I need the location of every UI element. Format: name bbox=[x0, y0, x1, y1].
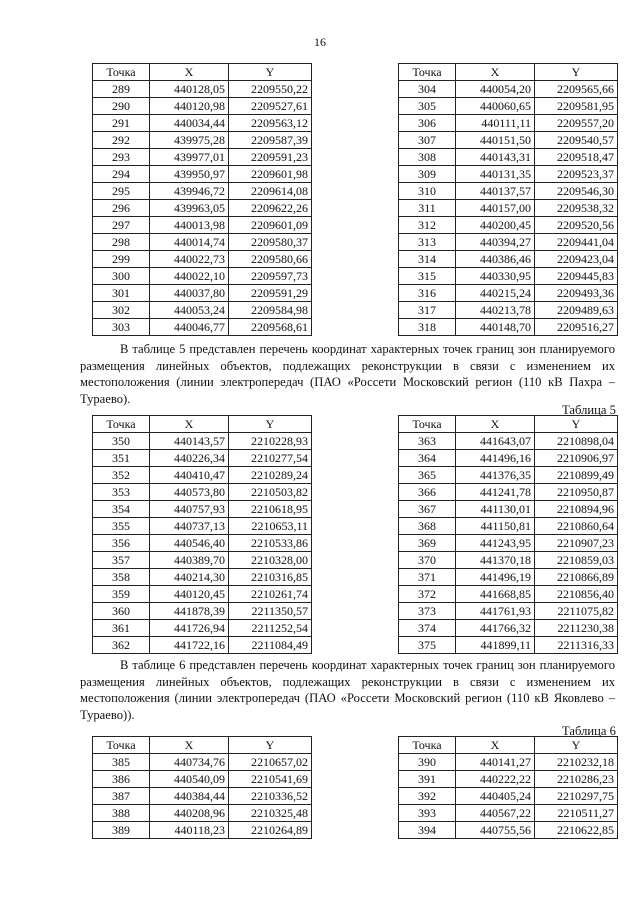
x-cell: 440330,95 bbox=[456, 268, 535, 285]
point-cell: 312 bbox=[399, 217, 456, 234]
x-cell: 441496,19 bbox=[456, 569, 535, 586]
point-cell: 317 bbox=[399, 302, 456, 319]
x-cell: 440131,35 bbox=[456, 166, 535, 183]
column-header-point: Точка bbox=[93, 737, 150, 754]
x-cell: 440128,05 bbox=[150, 81, 229, 98]
y-cell: 2210264,89 bbox=[229, 822, 312, 839]
y-cell: 2209584,98 bbox=[229, 302, 312, 319]
x-cell: 440151,50 bbox=[456, 132, 535, 149]
y-cell: 2209538,32 bbox=[535, 200, 618, 217]
x-cell: 441878,39 bbox=[150, 603, 229, 620]
table-row bbox=[93, 467, 312, 484]
y-cell: 2210289,24 bbox=[229, 467, 312, 484]
x-cell: 440143,57 bbox=[150, 433, 229, 450]
table-row bbox=[399, 268, 618, 285]
table-header-row bbox=[93, 737, 312, 754]
table-header-row bbox=[93, 416, 312, 433]
point-cell: 367 bbox=[399, 501, 456, 518]
x-cell: 440120,45 bbox=[150, 586, 229, 603]
x-cell: 440143,31 bbox=[456, 149, 535, 166]
table-row bbox=[93, 501, 312, 518]
x-cell: 440757,93 bbox=[150, 501, 229, 518]
point-cell: 385 bbox=[93, 754, 150, 771]
column-header-x: X bbox=[456, 416, 535, 433]
point-cell: 355 bbox=[93, 518, 150, 535]
x-cell: 440540,09 bbox=[150, 771, 229, 788]
point-cell: 388 bbox=[93, 805, 150, 822]
table-header-row bbox=[399, 416, 618, 433]
y-cell: 2210232,18 bbox=[535, 754, 618, 771]
point-cell: 386 bbox=[93, 771, 150, 788]
x-cell: 440737,13 bbox=[150, 518, 229, 535]
y-cell: 2209546,30 bbox=[535, 183, 618, 200]
y-cell: 2209527,61 bbox=[229, 98, 312, 115]
table-row bbox=[399, 552, 618, 569]
table-row bbox=[93, 200, 312, 217]
table-row bbox=[399, 183, 618, 200]
column-header-point: Точка bbox=[93, 64, 150, 81]
y-cell: 2210325,48 bbox=[229, 805, 312, 822]
x-cell: 440054,20 bbox=[456, 81, 535, 98]
x-cell: 440222,22 bbox=[456, 771, 535, 788]
y-cell: 2210950,87 bbox=[535, 484, 618, 501]
table-row bbox=[399, 484, 618, 501]
x-cell: 440053,24 bbox=[150, 302, 229, 319]
y-cell: 2210653,11 bbox=[229, 518, 312, 535]
table-row bbox=[93, 754, 312, 771]
table-row bbox=[399, 771, 618, 788]
y-cell: 2209601,09 bbox=[229, 217, 312, 234]
column-header-x: X bbox=[456, 64, 535, 81]
table-row bbox=[93, 166, 312, 183]
x-cell: 440389,70 bbox=[150, 552, 229, 569]
x-cell: 440111,11 bbox=[456, 115, 535, 132]
x-cell: 441243,95 bbox=[456, 535, 535, 552]
point-cell: 350 bbox=[93, 433, 150, 450]
table-row bbox=[93, 603, 312, 620]
y-cell: 2209445,83 bbox=[535, 268, 618, 285]
table-row bbox=[93, 450, 312, 467]
x-cell: 440546,40 bbox=[150, 535, 229, 552]
x-cell: 441643,07 bbox=[456, 433, 535, 450]
x-cell: 441241,78 bbox=[456, 484, 535, 501]
y-cell: 2209601,98 bbox=[229, 166, 312, 183]
point-cell: 392 bbox=[399, 788, 456, 805]
point-cell: 302 bbox=[93, 302, 150, 319]
column-header-point: Точка bbox=[399, 416, 456, 433]
table-row bbox=[399, 149, 618, 166]
point-cell: 307 bbox=[399, 132, 456, 149]
column-header-x: X bbox=[150, 64, 229, 81]
x-cell: 440060,65 bbox=[456, 98, 535, 115]
table-row bbox=[399, 234, 618, 251]
point-cell: 309 bbox=[399, 166, 456, 183]
y-cell: 2210503,82 bbox=[229, 484, 312, 501]
table-row bbox=[399, 467, 618, 484]
table-row bbox=[399, 433, 618, 450]
point-cell: 375 bbox=[399, 637, 456, 654]
table-row bbox=[93, 81, 312, 98]
table-header-row bbox=[93, 64, 312, 81]
point-cell: 301 bbox=[93, 285, 150, 302]
y-cell: 2209563,12 bbox=[229, 115, 312, 132]
y-cell: 2210866,89 bbox=[535, 569, 618, 586]
point-cell: 318 bbox=[399, 319, 456, 336]
y-cell: 2209591,23 bbox=[229, 149, 312, 166]
y-cell: 2210328,00 bbox=[229, 552, 312, 569]
x-cell: 440022,73 bbox=[150, 251, 229, 268]
table-row bbox=[93, 620, 312, 637]
y-cell: 2211316,33 bbox=[535, 637, 618, 654]
x-cell: 441150,81 bbox=[456, 518, 535, 535]
x-cell: 440157,00 bbox=[456, 200, 535, 217]
column-header-y: Y bbox=[535, 64, 618, 81]
point-cell: 358 bbox=[93, 569, 150, 586]
table-row bbox=[399, 200, 618, 217]
table-row bbox=[93, 518, 312, 535]
page-number: 16 bbox=[314, 35, 326, 49]
point-cell: 364 bbox=[399, 450, 456, 467]
table-row bbox=[399, 319, 618, 336]
table-header-row bbox=[399, 737, 618, 754]
y-cell: 2209580,37 bbox=[229, 234, 312, 251]
coordinates-table-5-right bbox=[398, 415, 618, 654]
column-header-x: X bbox=[456, 737, 535, 754]
point-cell: 366 bbox=[399, 484, 456, 501]
point-cell: 292 bbox=[93, 132, 150, 149]
x-cell: 440013,98 bbox=[150, 217, 229, 234]
y-cell: 2210657,02 bbox=[229, 754, 312, 771]
x-cell: 441496,16 bbox=[456, 450, 535, 467]
point-cell: 363 bbox=[399, 433, 456, 450]
table-row bbox=[399, 620, 618, 637]
x-cell: 440034,44 bbox=[150, 115, 229, 132]
x-cell: 440386,46 bbox=[456, 251, 535, 268]
point-cell: 298 bbox=[93, 234, 150, 251]
coordinates-table-6-right bbox=[398, 736, 618, 839]
point-cell: 300 bbox=[93, 268, 150, 285]
x-cell: 440046,77 bbox=[150, 319, 229, 336]
y-cell: 2209520,56 bbox=[535, 217, 618, 234]
y-cell: 2210906,97 bbox=[535, 450, 618, 467]
point-cell: 365 bbox=[399, 467, 456, 484]
x-cell: 440118,23 bbox=[150, 822, 229, 839]
x-cell: 440200,45 bbox=[456, 217, 535, 234]
point-cell: 315 bbox=[399, 268, 456, 285]
y-cell: 2209423,04 bbox=[535, 251, 618, 268]
point-cell: 291 bbox=[93, 115, 150, 132]
point-cell: 389 bbox=[93, 822, 150, 839]
table-row bbox=[93, 569, 312, 586]
x-cell: 440394,27 bbox=[456, 234, 535, 251]
point-cell: 316 bbox=[399, 285, 456, 302]
y-cell: 2209540,57 bbox=[535, 132, 618, 149]
y-cell: 2209597,73 bbox=[229, 268, 312, 285]
table-header-row bbox=[399, 64, 618, 81]
point-cell: 356 bbox=[93, 535, 150, 552]
y-cell: 2210618,95 bbox=[229, 501, 312, 518]
coordinates-table-5-left bbox=[92, 415, 312, 654]
column-header-y: Y bbox=[229, 737, 312, 754]
coordinates-table-6-left bbox=[92, 736, 312, 839]
column-header-y: Y bbox=[535, 737, 618, 754]
x-cell: 439950,97 bbox=[150, 166, 229, 183]
point-cell: 290 bbox=[93, 98, 150, 115]
x-cell: 440226,34 bbox=[150, 450, 229, 467]
table-row bbox=[399, 822, 618, 839]
point-cell: 299 bbox=[93, 251, 150, 268]
y-cell: 2209581,95 bbox=[535, 98, 618, 115]
y-cell: 2210859,03 bbox=[535, 552, 618, 569]
y-cell: 2210511,27 bbox=[535, 805, 618, 822]
y-cell: 2210856,40 bbox=[535, 586, 618, 603]
table-row bbox=[399, 217, 618, 234]
y-cell: 2209614,08 bbox=[229, 183, 312, 200]
y-cell: 2210228,93 bbox=[229, 433, 312, 450]
point-cell: 359 bbox=[93, 586, 150, 603]
column-header-y: Y bbox=[229, 416, 312, 433]
table-row bbox=[399, 115, 618, 132]
x-cell: 439977,01 bbox=[150, 149, 229, 166]
y-cell: 2210541,69 bbox=[229, 771, 312, 788]
point-cell: 394 bbox=[399, 822, 456, 839]
column-header-y: Y bbox=[535, 416, 618, 433]
x-cell: 440137,57 bbox=[456, 183, 535, 200]
table-row bbox=[399, 586, 618, 603]
table-row bbox=[399, 637, 618, 654]
column-header-point: Точка bbox=[93, 416, 150, 433]
point-cell: 297 bbox=[93, 217, 150, 234]
y-cell: 2210297,75 bbox=[535, 788, 618, 805]
y-cell: 2210860,64 bbox=[535, 518, 618, 535]
x-cell: 440213,78 bbox=[456, 302, 535, 319]
table-row bbox=[399, 788, 618, 805]
point-cell: 351 bbox=[93, 450, 150, 467]
point-cell: 304 bbox=[399, 81, 456, 98]
column-header-x: X bbox=[150, 737, 229, 754]
table-row bbox=[93, 302, 312, 319]
x-cell: 440208,96 bbox=[150, 805, 229, 822]
x-cell: 441722,16 bbox=[150, 637, 229, 654]
table-row bbox=[399, 518, 618, 535]
point-cell: 393 bbox=[399, 805, 456, 822]
table-row bbox=[93, 217, 312, 234]
x-cell: 440141,27 bbox=[456, 754, 535, 771]
y-cell: 2209550,22 bbox=[229, 81, 312, 98]
y-cell: 2210894,96 bbox=[535, 501, 618, 518]
y-cell: 2211230,38 bbox=[535, 620, 618, 637]
y-cell: 2209587,39 bbox=[229, 132, 312, 149]
table-row bbox=[93, 586, 312, 603]
point-cell: 368 bbox=[399, 518, 456, 535]
x-cell: 440567,22 bbox=[456, 805, 535, 822]
point-cell: 362 bbox=[93, 637, 150, 654]
x-cell: 440214,30 bbox=[150, 569, 229, 586]
point-cell: 352 bbox=[93, 467, 150, 484]
table-row bbox=[93, 98, 312, 115]
point-cell: 360 bbox=[93, 603, 150, 620]
x-cell: 441766,32 bbox=[456, 620, 535, 637]
table-row bbox=[93, 319, 312, 336]
table-row bbox=[399, 285, 618, 302]
y-cell: 2209580,66 bbox=[229, 251, 312, 268]
y-cell: 2210898,04 bbox=[535, 433, 618, 450]
y-cell: 2209518,47 bbox=[535, 149, 618, 166]
x-cell: 440755,56 bbox=[456, 822, 535, 839]
point-cell: 390 bbox=[399, 754, 456, 771]
y-cell: 2210622,85 bbox=[535, 822, 618, 839]
point-cell: 308 bbox=[399, 149, 456, 166]
table-row bbox=[399, 166, 618, 183]
table-row bbox=[93, 234, 312, 251]
y-cell: 2210286,23 bbox=[535, 771, 618, 788]
table-row bbox=[93, 132, 312, 149]
point-cell: 306 bbox=[399, 115, 456, 132]
table-row bbox=[93, 115, 312, 132]
x-cell: 441376,35 bbox=[456, 467, 535, 484]
x-cell: 441726,94 bbox=[150, 620, 229, 637]
point-cell: 311 bbox=[399, 200, 456, 217]
point-cell: 387 bbox=[93, 788, 150, 805]
paragraph-table-6-intro: В таблице 6 представлен перечень координат характерных точек границ зон планируемого размещения линейных объектов, подлежащих реконструкции в связи с изменением их местоположения (линии электропередач (ПАО «Россети Московский регион (110 кВ Яковлево – Тураево)). bbox=[80, 658, 615, 722]
table-row bbox=[399, 450, 618, 467]
point-cell: 357 bbox=[93, 552, 150, 569]
caption-table-6: Таблица 6 bbox=[562, 724, 616, 738]
y-cell: 2209591,29 bbox=[229, 285, 312, 302]
table-row bbox=[399, 754, 618, 771]
point-cell: 296 bbox=[93, 200, 150, 217]
table-row bbox=[93, 268, 312, 285]
x-cell: 440405,24 bbox=[456, 788, 535, 805]
x-cell: 441370,18 bbox=[456, 552, 535, 569]
table-row bbox=[93, 251, 312, 268]
point-cell: 294 bbox=[93, 166, 150, 183]
y-cell: 2209622,26 bbox=[229, 200, 312, 217]
table-row bbox=[93, 285, 312, 302]
column-header-x: X bbox=[150, 416, 229, 433]
table-row bbox=[399, 569, 618, 586]
table-row bbox=[399, 535, 618, 552]
y-cell: 2209493,36 bbox=[535, 285, 618, 302]
y-cell: 2209557,20 bbox=[535, 115, 618, 132]
x-cell: 440022,10 bbox=[150, 268, 229, 285]
x-cell: 440410,47 bbox=[150, 467, 229, 484]
point-cell: 303 bbox=[93, 319, 150, 336]
table-row bbox=[93, 805, 312, 822]
point-cell: 305 bbox=[399, 98, 456, 115]
table-row bbox=[399, 98, 618, 115]
y-cell: 2210907,23 bbox=[535, 535, 618, 552]
table-row bbox=[93, 771, 312, 788]
column-header-point: Точка bbox=[399, 737, 456, 754]
point-cell: 373 bbox=[399, 603, 456, 620]
y-cell: 2210316,85 bbox=[229, 569, 312, 586]
table-row bbox=[93, 552, 312, 569]
table-row bbox=[93, 484, 312, 501]
coordinates-table-4-right bbox=[398, 63, 618, 336]
table-row bbox=[399, 132, 618, 149]
x-cell: 440384,44 bbox=[150, 788, 229, 805]
caption-table-5: Таблица 5 bbox=[562, 403, 616, 417]
y-cell: 2211350,57 bbox=[229, 603, 312, 620]
column-header-y: Y bbox=[229, 64, 312, 81]
y-cell: 2210533,86 bbox=[229, 535, 312, 552]
x-cell: 440148,70 bbox=[456, 319, 535, 336]
x-cell: 439946,72 bbox=[150, 183, 229, 200]
table-row bbox=[93, 822, 312, 839]
table-row bbox=[399, 603, 618, 620]
table-row bbox=[93, 433, 312, 450]
y-cell: 2210261,74 bbox=[229, 586, 312, 603]
y-cell: 2209489,63 bbox=[535, 302, 618, 319]
point-cell: 374 bbox=[399, 620, 456, 637]
point-cell: 353 bbox=[93, 484, 150, 501]
point-cell: 372 bbox=[399, 586, 456, 603]
x-cell: 439963,05 bbox=[150, 200, 229, 217]
point-cell: 314 bbox=[399, 251, 456, 268]
y-cell: 2210899,49 bbox=[535, 467, 618, 484]
x-cell: 440037,80 bbox=[150, 285, 229, 302]
point-cell: 361 bbox=[93, 620, 150, 637]
y-cell: 2210277,54 bbox=[229, 450, 312, 467]
x-cell: 440215,24 bbox=[456, 285, 535, 302]
y-cell: 2209523,37 bbox=[535, 166, 618, 183]
table-row bbox=[93, 637, 312, 654]
point-cell: 369 bbox=[399, 535, 456, 552]
point-cell: 289 bbox=[93, 81, 150, 98]
x-cell: 440573,80 bbox=[150, 484, 229, 501]
point-cell: 391 bbox=[399, 771, 456, 788]
table-row bbox=[399, 805, 618, 822]
point-cell: 310 bbox=[399, 183, 456, 200]
point-cell: 370 bbox=[399, 552, 456, 569]
y-cell: 2210336,52 bbox=[229, 788, 312, 805]
column-header-point: Точка bbox=[399, 64, 456, 81]
table-row bbox=[93, 788, 312, 805]
x-cell: 441668,85 bbox=[456, 586, 535, 603]
y-cell: 2209441,04 bbox=[535, 234, 618, 251]
x-cell: 441130,01 bbox=[456, 501, 535, 518]
table-row bbox=[93, 183, 312, 200]
y-cell: 2209516,27 bbox=[535, 319, 618, 336]
y-cell: 2211075,82 bbox=[535, 603, 618, 620]
x-cell: 439975,28 bbox=[150, 132, 229, 149]
point-cell: 354 bbox=[93, 501, 150, 518]
point-cell: 295 bbox=[93, 183, 150, 200]
table-row bbox=[399, 501, 618, 518]
x-cell: 441761,93 bbox=[456, 603, 535, 620]
x-cell: 441899,11 bbox=[456, 637, 535, 654]
table-row bbox=[399, 302, 618, 319]
table-row bbox=[93, 149, 312, 166]
x-cell: 440734,76 bbox=[150, 754, 229, 771]
point-cell: 313 bbox=[399, 234, 456, 251]
point-cell: 293 bbox=[93, 149, 150, 166]
y-cell: 2211084,49 bbox=[229, 637, 312, 654]
x-cell: 440014,74 bbox=[150, 234, 229, 251]
table-row bbox=[93, 535, 312, 552]
y-cell: 2211252,54 bbox=[229, 620, 312, 637]
table-row bbox=[399, 81, 618, 98]
coordinates-table-4-left bbox=[92, 63, 312, 336]
table-row bbox=[399, 251, 618, 268]
y-cell: 2209565,66 bbox=[535, 81, 618, 98]
point-cell: 371 bbox=[399, 569, 456, 586]
x-cell: 440120,98 bbox=[150, 98, 229, 115]
y-cell: 2209568,61 bbox=[229, 319, 312, 336]
paragraph-table-5-intro: В таблице 5 представлен перечень координат характерных точек границ зон планируемого размещения линейных объектов, подлежащих реконструкции в связи с изменением их местоположения (линии электропередач (ПАО «Россети Московский регион (110 кВ Пахра – Тураево). bbox=[80, 342, 615, 406]
